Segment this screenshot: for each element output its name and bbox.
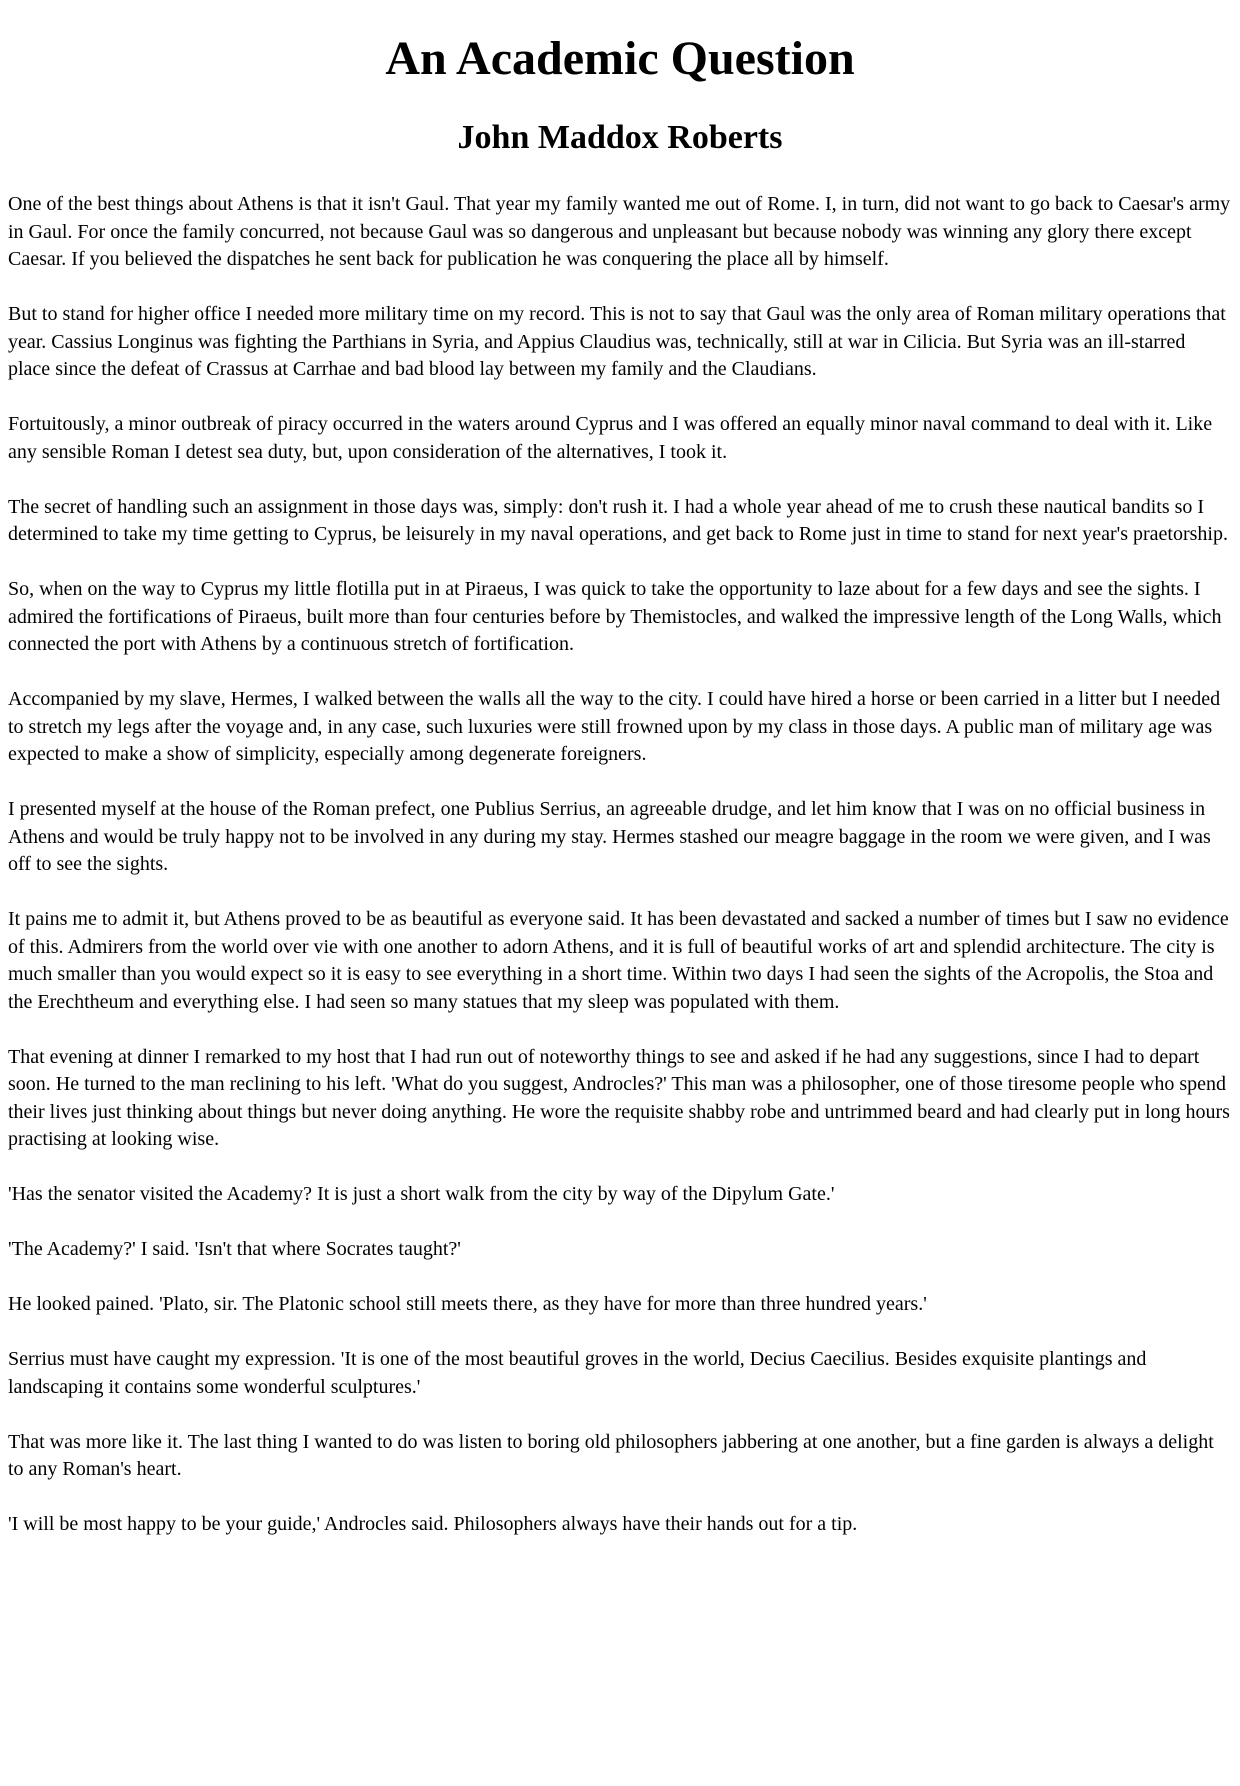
story-paragraph: One of the best things about Athens is that it isn't Gaul. That year my family wanted me out of Rome. I, in turn, did not want to go back to Caesar's army in Gaul. For once the family concurred, not because Gaul was so dangerous and unpleasant but because nobody was winning any glory there except Caesar. If you believed the dispatches he sent back for publication he was conquering the place all by himself.	[8, 193, 1231, 270]
story-paragraph: 'I will be most happy to be your guide,' Androcles said. Philosophers always have their hands out for a tip.	[8, 1513, 858, 1535]
story-paragraph: Accompanied by my slave, Hermes, I walked between the walls all the way to the city. I could have hired a horse or been carried in a litter but I needed to stretch my legs after the voyage and, in any case, such luxuries were still frowned upon by my class in those days. A public man of military age was expected to make a show of simplicity, especially among degenerate foreigners.	[8, 688, 1221, 765]
story-title: An Academic Question	[385, 32, 855, 85]
story-paragraph: That was more like it. The last thing I wanted to do was listen to boring old philosophers jabbering at one another, but a fine garden is always a delight to any Roman's heart.	[8, 1430, 1214, 1480]
story-paragraph: 'Has the senator visited the Academy? It is just a short walk from the city by way of the Dipylum Gate.'	[8, 1183, 835, 1205]
story-paragraph: It pains me to admit it, but Athens proved to be as beautiful as everyone said. It has been devastated and sacked a number of times but I saw no evidence of this. Admirers from the world over vie with one another to adorn Athens, and it is full of beautiful works of art and splendid architecture. The city is much smaller than you would expect so it is easy to see everything in a short time. Within two days I had seen the sights of the Acropolis, the Stoa and the Erechtheum and everything else. I had seen so many statues that my sleep was populated with them.	[8, 908, 1229, 1013]
story-paragraph: But to stand for higher office I needed more military time on my record. This is not to say that Gaul was the only area of Roman military operations that year. Cassius Longinus was fighting the Parthians in Syria, and Appius Claudius was, technically, still at war in Cilicia. But Syria was an ill-starred place since the defeat of Crassus at Carrhae and bad blood lay between my family and the Claudians.	[8, 303, 1226, 380]
story-author: John Maddox Roberts	[457, 119, 783, 156]
story-paragraph: Serrius must have caught my expression. 'It is one of the most beautiful groves in the world, Decius Caecilius. Besides exquisite plantings and landscaping it contains some wonderful sculptures.'	[8, 1348, 1147, 1398]
story-body	[8, 191, 1232, 1539]
story-paragraph: I presented myself at the house of the Roman prefect, one Publius Serrius, an agreeable drudge, and let him know that I was on no official business in Athens and would be truly happy not to be involved in any during my stay. Hermes stashed our meagre baggage in the room we were given, and I was off to see the sights.	[8, 798, 1211, 875]
story-paragraph: He looked pained. 'Plato, sir. The Platonic school still meets there, as they have for more than three hundred years.'	[8, 1293, 927, 1315]
story-paragraph: The secret of handling such an assignment in those days was, simply: don't rush it. I had a whole year ahead of me to crush these nautical bandits so I determined to take my time getting to Cyprus, be leisurely in my naval operations, and get back to Rome just in time to stand for next year's praetorship.	[8, 495, 1228, 545]
story-paragraph: 'The Academy?' I said. 'Isn't that where Socrates taught?'	[8, 1238, 461, 1260]
story-paragraph: So, when on the way to Cyprus my little flotilla put in at Piraeus, I was quick to take the opportunity to laze about for a few days and see the sights. I admired the fortifications of Piraeus, built more than four centuries before by Themistocles, and walked the impressive length of the Long Walls, which connected the port with Athens by a continuous stretch of fortification.	[8, 578, 1222, 655]
document-page	[0, 32, 1240, 1569]
story-paragraph: Fortuitously, a minor outbreak of piracy occurred in the waters around Cyprus and I was offered an equally minor naval command to deal with it. Like any sensible Roman I detest sea duty, but, upon consideration of the alternatives, I took it.	[8, 413, 1213, 463]
story-paragraph: That evening at dinner I remarked to my host that I had run out of noteworthy things to see and asked if he had any suggestions, since I had to depart soon. He turned to the man reclining to his left. 'What do you suggest, Androcles?' This man was a philosopher, one of those tiresome people who spend their lives just thinking about things but never doing anything. He wore the requisite shabby robe and untrimmed beard and had clearly put in long hours practising at looking wise.	[8, 1045, 1230, 1150]
